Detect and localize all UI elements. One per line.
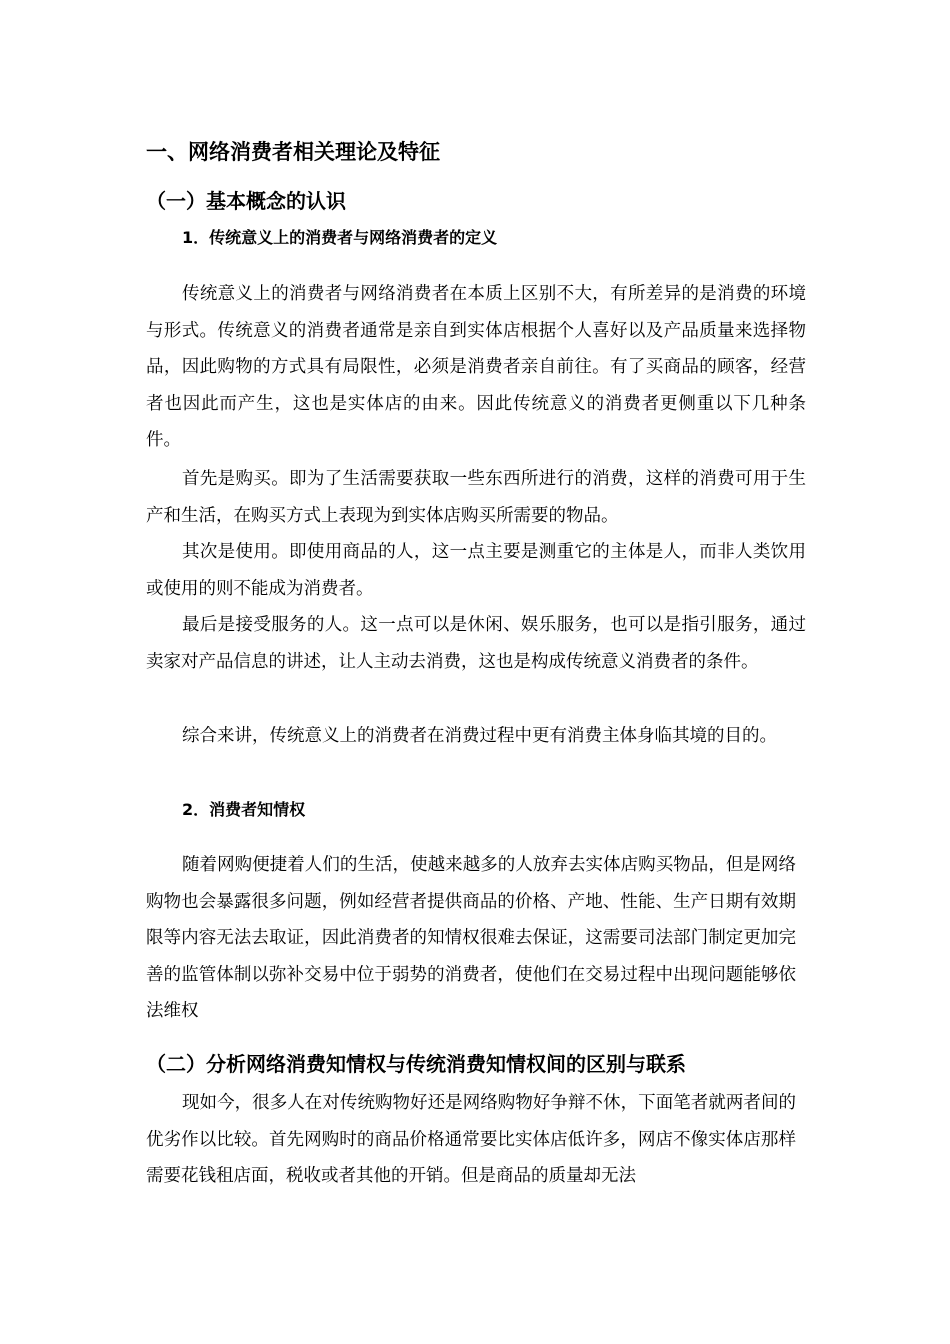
- chapter-heading: 一、网络消费者相关理论及特征: [146, 140, 440, 164]
- subsection-heading-2: 2．消费者知情权: [182, 800, 306, 819]
- paragraph: 现如今，很多人在对传统购物好还是网络购物好争辩不休，下面笔者就两者间的优劣作以比较。首先网购时的商品价格通常要比实体店低许多，网店不像实体店那样需要花钱租店面，税收或者其他的开销。但是商品的质量却无法: [146, 1093, 796, 1186]
- section-heading-1: （一）基本概念的认识: [146, 189, 346, 213]
- paragraph: 综合来讲，传统意义上的消费者在消费过程中更有消费主体身临其境的目的。: [182, 726, 777, 746]
- paragraph: 首先是购买。即为了生活需要获取一些东西所进行的消费，这样的消费可用于生产和生活，在购买方式上表现为到实体店购买所需要的物品。: [146, 469, 806, 526]
- subsection-heading-1: 1．传统意义上的消费者与网络消费者的定义: [182, 228, 498, 247]
- section-heading-2: （二）分析网络消费知情权与传统消费知情权间的区别与联系: [146, 1052, 686, 1076]
- paragraph: 传统意义上的消费者与网络消费者在本质上区别不大，有所差异的是消费的环境与形式。传统意义的消费者通常是亲自到实体店根据个人喜好以及产品质量来选择物品，因此购物的方式具有局限性，必须是消费者亲自前往。有了买商品的顾客，经营者也因此而产生，这也是实体店的由来。因此传统意义的消费者更侧重以下几种条件。: [146, 284, 806, 450]
- paragraph: 随着网购便捷着人们的生活，使越来越多的人放弃去实体店购买物品，但是网络购物也会暴露很多问题，例如经营者提供商品的价格、产地、性能、生产日期有效期限等内容无法去取证，因此消费者的知情权很难去保证，这需要司法部门制定更加完善的监管体制以弥补交易中位于弱势的消费者，使他们在交易过程中出现问题能够依法维权: [146, 855, 796, 1021]
- paragraph: 最后是接受服务的人。这一点可以是休闲、娱乐服务，也可以是指引服务，通过卖家对产品信息的讲述，让人主动去消费，这也是构成传统意义消费者的条件。: [146, 615, 806, 672]
- paragraph: 其次是使用。即使用商品的人，这一点主要是测重它的主体是人，而非人类饮用或使用的则不能成为消费者。: [146, 542, 806, 599]
